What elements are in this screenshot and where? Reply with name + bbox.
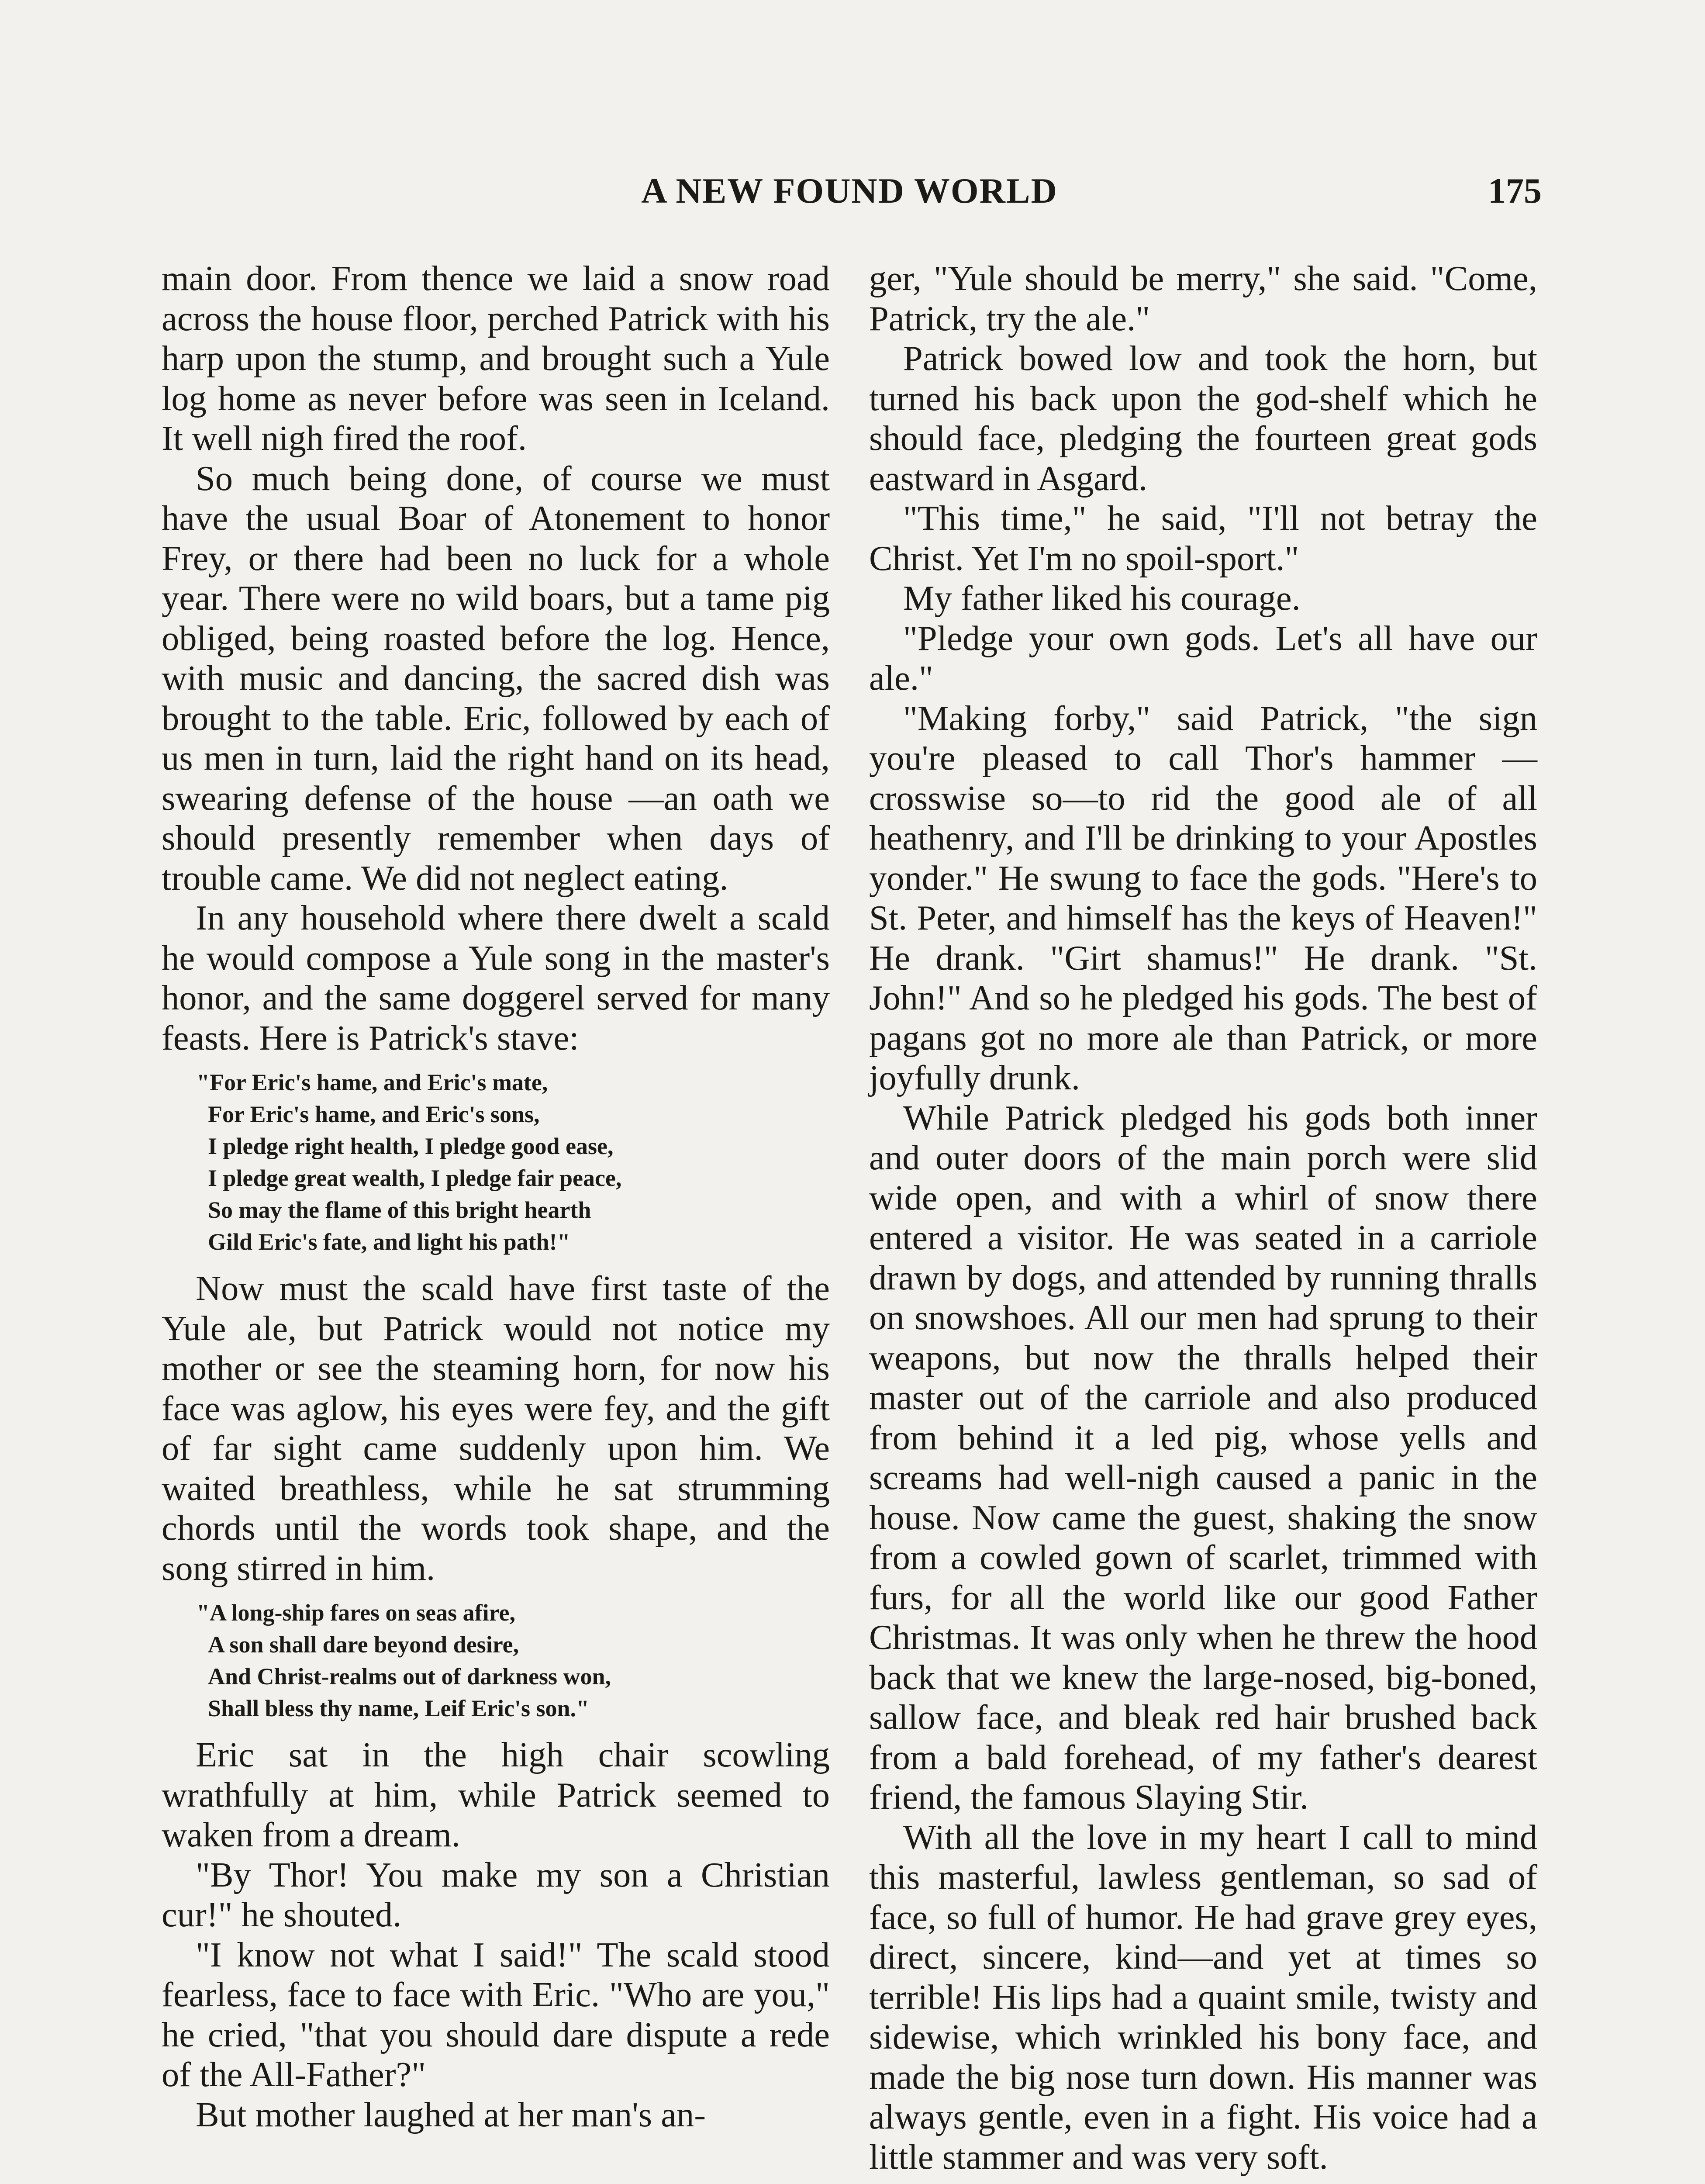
paragraph: While Patrick pledged his gods both inner and outer doors of the main porch were slid wide open, and with a whirl of snow there entered a visitor. He was seated in a carriole drawn by dogs, and attended by running thralls on snowshoes. All our men had sprung to their weapons, but now the thralls helped their master out of the carriole and also produced from behind it a led pig, whose yells and screams had well-nigh caused a panic in the house. Now came the guest, shaking the snow from a cowled gown of scarlet, trimmed with furs, for all the world like our good Father Christmas. It was only when he threw the hood back that we knew the large-nosed, big-boned, sallow face, and bleak red hair brushed back from a bald forehead, of my father's dearest friend, the famous Slaying Stir.: [869, 1098, 1537, 1817]
paragraph: So much being done, of course we must have the usual Boar of Atonement to honor Frey, or there had been no luck for a whole year. There were no wild boars, but a tame pig obliged, being roasted before the log. Hence, with music and dancing, the sacred dish was brought to the table. Eric, followed by each of us men in turn, laid the right hand on its head, swearing defense of the house —an oath we should presently remember when days of trouble came. We did not neglect eating.: [162, 459, 830, 898]
poem-line: So may the flame of this bright hearth: [208, 1197, 591, 1223]
poem-line: I pledge great wealth, I pledge fair peace,: [208, 1165, 622, 1191]
paragraph: My father liked his courage.: [903, 579, 1301, 618]
paragraph: "I know not what I said!" The scald stood fearless, face to face with Eric. "Who are you," he cried, "that you should dare dispute a rede of the All-Father?": [162, 1935, 830, 2094]
poem-line: Shall bless thy name, Leif Eric's son.": [208, 1695, 590, 1721]
poem-line: A son shall dare beyond desire,: [208, 1631, 519, 1658]
poem-line: "A long-ship fares on seas afire,: [197, 1600, 516, 1626]
poem-line: And Christ-realms out of darkness won,: [208, 1663, 611, 1690]
paragraph: ger, "Yule should be merry," she said. "Come, Patrick, try the ale.": [869, 259, 1537, 338]
poem-line: For Eric's hame, and Eric's sons,: [208, 1101, 540, 1127]
paragraph: But mother laughed at her man's an-: [196, 2095, 706, 2134]
right-column: [869, 259, 1537, 2177]
paragraph: In any household where there dwelt a scald he would compose a Yule song in the master's honor, and the same doggerel served for many feasts. Here is Patrick's stave:: [162, 898, 830, 1057]
paragraph: "Pledge your own gods. Let's all have our ale.": [869, 619, 1537, 698]
running-header: [157, 170, 1542, 218]
page-number: 175: [1488, 171, 1542, 211]
poem-line: Gild Eric's fate, and light his path!": [208, 1229, 570, 1255]
paragraph: "Making forby," said Patrick, "the sign you're pleased to call Thor's hammer —crosswise so—to rid the good ale of all heathenry, and I'll be drinking to your Apostles yonder." He swung to face the gods. "Here's to St. Peter, and himself has the keys of Heaven!" He drank. "Girt shamus!" He drank. "St. John!" And so he pledged his gods. The best of pagans got no more ale than Patrick, or more joyfully drunk.: [869, 698, 1537, 1097]
paragraph: Eric sat in the high chair scowling wrathfully at him, while Patrick seemed to waken from a dream.: [162, 1735, 830, 1854]
running-title: A NEW FOUND WORLD: [641, 171, 1058, 211]
paragraph: Patrick bowed low and took the horn, but turned his back upon the god-shelf which he should face, pledging the fourteen great gods eastward in Asgard.: [869, 339, 1537, 498]
paragraph: "By Thor! You make my son a Christian cur!" he shouted.: [162, 1855, 830, 1934]
paragraph: Now must the scald have first taste of the Yule ale, but Patrick would not notice my mother or see the steaming horn, for now his face was aglow, his eyes were fey, and the gift of far sight came suddenly upon him. We waited breathless, while he sat strumming chords until the words took shape, and the song stirred in him.: [162, 1269, 830, 1588]
left-column: [162, 259, 830, 2135]
paragraph: "This time," he said, "I'll not betray the Christ. Yet I'm no spoil-sport.": [869, 499, 1537, 578]
poem-line: I pledge right health, I pledge good ease,: [208, 1133, 614, 1159]
prophecy-poem: [162, 1597, 830, 1724]
yule-stave-poem: [162, 1067, 830, 1258]
poem-line: "For Eric's hame, and Eric's mate,: [197, 1069, 548, 1095]
paragraph: With all the love in my heart I call to mind this masterful, lawless gentleman, so sad of face, so full of humor. He had grave grey eyes, direct, sincere, kind—and yet at times so terrible! His lips had a quaint smile, twisty and sidewise, which wrinkled his bony face, and made the big nose turn down. His manner was always gentle, even in a fight. His voice had a little stammer and was very soft.: [869, 1818, 1537, 2177]
paragraph: main door. From thence we laid a snow road across the house floor, perched Patrick with his harp upon the stump, and brought such a Yule log home as never before was seen in Iceland. It well nigh fired the roof.: [162, 259, 830, 458]
